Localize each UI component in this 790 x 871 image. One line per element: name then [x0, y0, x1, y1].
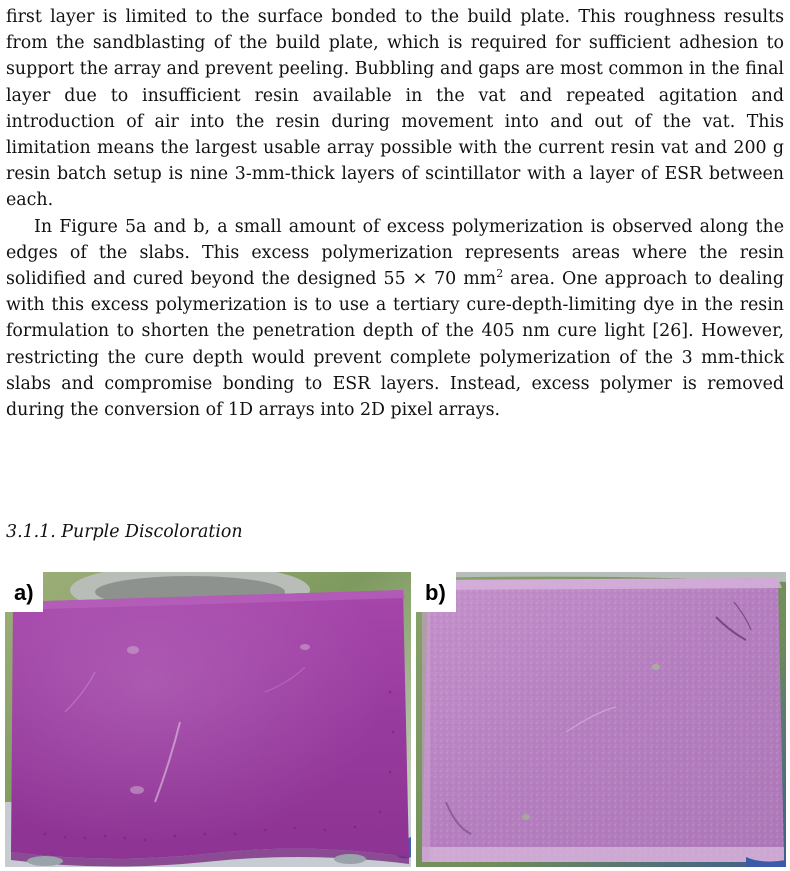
- paragraph-2-text-b: area. One approach to dealing with this excess polymerization is to use a tertiary cure-depth-limiting dye in the resin formulation to shorten the penetration depth of the 405 nm cure light [26]. However, restricting the cure depth would prevent complete polymerization of the 3 mm-thick slabs and compromise bonding to ESR layers. Instead, excess polymer is removed during the conversion of 1D arrays into 2D pixel arrays.: [6, 269, 784, 421]
- body-text: [6, 4, 784, 423]
- panel-b-label: b): [416, 572, 456, 612]
- panel-a-photo: [5, 572, 411, 867]
- paragraph-2-text-a: In Figure 5a and b, a small amount of excess polymerization is observed along the edges of the slabs. This excess polymerization represents areas where the resin solidified and cured beyond the designed 55 × 70 mm: [6, 216, 784, 290]
- section-heading: 3.1.1. Purple Discoloration: [6, 522, 243, 542]
- figure-5: [5, 572, 786, 867]
- panel-a-label: a): [5, 572, 43, 612]
- figure-panel-a: [5, 572, 411, 867]
- superscript-2: 2: [496, 267, 504, 281]
- figure-panel-b: [416, 572, 786, 867]
- panel-b-photo: [416, 572, 786, 867]
- paragraph-1: first layer is limited to the surface bonded to the build plate. This roughness results from the sandblasting of the build plate, which is required for sufficient adhesion to support the array and prevent peeling. Bubbling and gaps are most common in the final layer due to insufficient resin available in the vat and repeated agitation and introduction of air into the resin during movement into and out of the vat. This limitation means the largest usable array possible with the current resin vat and 200 g resin batch setup is nine 3-mm-thick layers of scintillator with a layer of ESR between each.: [6, 7, 784, 211]
- paragraph-2: [6, 214, 784, 424]
